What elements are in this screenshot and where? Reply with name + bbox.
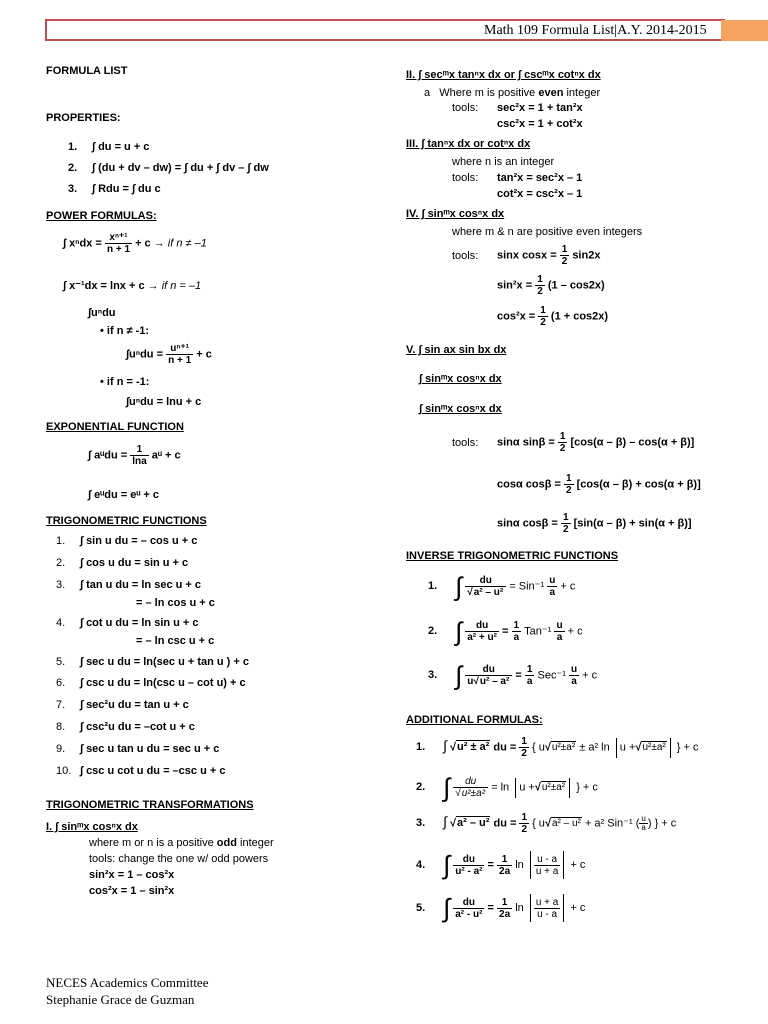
- inverse-f3-k-num: 1: [526, 664, 533, 675]
- additional-f3-end: } + c: [654, 817, 677, 830]
- additional-f5-arg-num: u + a: [535, 896, 559, 908]
- inverse-f2-ua: [554, 620, 564, 643]
- additional-formula-1: 1. ∫ √u² ± a² du = $\frac{1}{2}$ { u√u²±a² ± a² ln u +√u²±a² } + c: [416, 736, 699, 759]
- additional-f5-arg-den: u - a: [537, 908, 558, 920]
- trig-formula-row: [56, 699, 189, 711]
- abs-bar: [670, 738, 671, 758]
- trig-formula-row: [56, 579, 201, 591]
- power-f1-den: n + 1: [106, 244, 131, 255]
- additional-f1-d: u +: [619, 741, 636, 754]
- abs-bar: [515, 778, 516, 798]
- s4-t3-half: [538, 305, 548, 328]
- section-5-tool-2: [497, 473, 701, 496]
- s4-t3-den: 2: [540, 317, 546, 328]
- additional-f4-arg-den: u + a: [535, 865, 559, 877]
- additional-f3-b: a² – u²: [551, 818, 581, 830]
- trig-formula-row: [56, 743, 219, 755]
- abs-bar: [569, 778, 570, 798]
- additional-f1-end: } + c: [676, 741, 699, 754]
- property-3-text: ∫ Rdu = ∫ du c: [92, 183, 161, 195]
- power-bullet-1: • if n ≠ -1:: [100, 325, 150, 337]
- additional-f5-k-den: 2a: [499, 908, 511, 920]
- property-3: [68, 183, 161, 195]
- property-2: [68, 162, 269, 174]
- additional-f3-half-den: 2: [521, 824, 528, 835]
- inverse-f2-eq: =: [502, 625, 509, 638]
- s5-t3-half: [561, 512, 571, 535]
- trig-formula-num: 1.: [56, 535, 66, 547]
- section-2-cond-end: integer: [566, 87, 601, 99]
- trig-formula-num: 3.: [56, 579, 66, 591]
- section-4-tool-2: [497, 274, 605, 297]
- trig-formula-num: 8.: [56, 721, 66, 733]
- transform-1-identity-1: sin²x = 1 – cos²x: [89, 869, 175, 881]
- trig-formula-text: ∫ cot u du = ln sin u + c: [80, 617, 199, 629]
- additional-f3-a-den: a: [641, 823, 646, 832]
- exp-f1-left: ∫ aᵘdu =: [88, 449, 128, 462]
- inverse-f2-k: [512, 620, 522, 643]
- additional-f4-arg: [534, 854, 561, 877]
- trig-formula-row: [56, 677, 246, 689]
- integral-sign: ∫: [455, 571, 463, 602]
- section-2-bullet: a: [424, 87, 431, 99]
- inverse-f3-eq: =: [515, 669, 522, 682]
- additional-f1-mid: du =: [493, 741, 517, 754]
- inverse-f2-a: a: [556, 632, 563, 643]
- section-5-tool-1: [497, 431, 694, 454]
- power-bullet-2-formula: ∫uⁿdu = lnu + c: [126, 396, 202, 408]
- trig-formula-text: = – ln csc u + c: [136, 635, 215, 647]
- s5-t2-half: [564, 473, 574, 496]
- inverse-f2-frac: [465, 620, 499, 643]
- s5-t1-right: [cos(α – β) – cos(α + β)]: [570, 436, 695, 449]
- additional-f5-arg: [534, 897, 561, 920]
- s5-t3-left: sinα cosβ =: [497, 517, 558, 530]
- inverse-f1-sqrt: a² – u²: [473, 587, 504, 598]
- inverse-f1-frac-den: √a² – u²: [467, 587, 504, 598]
- power-bullet-1-formula: [126, 343, 212, 366]
- inverse-f1-result: = Sin⁻¹: [509, 580, 545, 593]
- section-3-tools-label: tools:: [452, 172, 479, 184]
- additional-f5-frac: [453, 897, 484, 920]
- additional-f5-k: [497, 897, 512, 920]
- transform-1-cond-text: where m or n is a positive: [89, 837, 214, 849]
- s5-t1-den: 2: [559, 443, 566, 454]
- trig-formula-text: ∫ tan u du = ln sec u + c: [80, 579, 201, 591]
- inverse-f3-frac-den: u√u² – a²: [467, 676, 510, 687]
- s4-t3-num: 1: [540, 305, 546, 316]
- section-5-sub-2: ∫ sinᵐx cosⁿx dx: [419, 403, 502, 415]
- inverse-formula-1: [428, 571, 576, 602]
- trig-formula-text: ∫ csc u cot u du = –csc u + c: [80, 765, 226, 777]
- abs-bar: [563, 894, 564, 922]
- transform-1-tools: tools: change the one w/ odd powers: [89, 853, 269, 865]
- integral-sign: ∫: [455, 616, 463, 647]
- s5-t1-num: 1: [559, 431, 566, 442]
- additional-f3-u: u: [641, 814, 646, 823]
- integral-sign: ∫: [443, 893, 451, 923]
- trig-transformations-heading: TRIGONOMETRIC TRANSFORMATIONS: [46, 799, 254, 811]
- additional-formula-2: 2. ∫ $\frac{du}{\text{√u²±a²}}$ = ln u +√u²±a² } + c: [416, 772, 598, 803]
- trig-formula-text: ∫ sec u du = ln(sec u + tan u ) + c: [80, 656, 249, 668]
- transform-1-condition: [89, 837, 274, 849]
- page-header-title: Math 109 Formula List|A.Y. 2014-2015: [484, 23, 707, 38]
- additional-f5-num: 5.: [416, 901, 426, 914]
- section-5-sub-1: ∫ sinᵐx cosⁿx dx: [419, 373, 502, 385]
- trig-formula-num: 9.: [56, 743, 66, 755]
- footer-author: Stephanie Grace de Guzman: [46, 992, 195, 1007]
- additional-f1-half-den: 2: [521, 748, 527, 759]
- trig-formula-text: = – ln cos u + c: [136, 597, 215, 609]
- s5-t3-right: [sin(α – β) + sin(α + β)]: [573, 517, 692, 530]
- additional-f5-end: + c: [570, 901, 586, 914]
- additional-f1-a: { u: [531, 741, 545, 754]
- additional-f2-frac-den: √u²±a²: [455, 788, 486, 799]
- section-4-tools-label: tools:: [452, 250, 479, 262]
- s5-t1-half: [558, 431, 568, 454]
- power-bullet-1-label: if n ≠ -1:: [106, 325, 150, 337]
- additional-f4-k-num: 1: [497, 854, 512, 866]
- additional-f1-half: [519, 736, 529, 759]
- header-tab: [721, 20, 768, 41]
- exp-f1-den: lna: [132, 456, 147, 467]
- inverse-formula-2: [428, 616, 583, 647]
- abs-bar: [616, 738, 617, 758]
- inverse-f3-k: [525, 664, 535, 687]
- inverse-f1-num: 1.: [428, 580, 438, 593]
- inverse-f2-u: u: [556, 620, 563, 631]
- section-4-tool-1: [497, 244, 600, 267]
- power-f1-right: + c: [135, 237, 151, 250]
- transform-1-cond-bold: odd: [216, 837, 237, 849]
- additional-f4-end: + c: [570, 858, 586, 871]
- section-2-tool-1: sec²x = 1 + tan²x: [497, 102, 583, 114]
- section-5-heading: V. ∫ sin ax sin bx dx: [406, 344, 507, 356]
- section-2-heading: II. ∫ secᵐx tanⁿx dx or ∫ cscᵐx cotⁿx dx: [406, 69, 601, 81]
- trig-formula-row: [56, 721, 195, 733]
- additional-f2-eq: = ln: [491, 781, 510, 794]
- property-3-num: 3.: [68, 183, 78, 195]
- additional-f4-arg-num: u - a: [534, 854, 561, 866]
- section-2-tool-2: csc²x = 1 + cot²x: [497, 118, 583, 130]
- s4-t3-right: (1 + cos2x): [550, 310, 609, 323]
- trig-formula-num: 7.: [56, 699, 66, 711]
- inverse-f2-k-num: 1: [513, 620, 520, 631]
- section-3-condition: where n is an integer: [452, 156, 555, 168]
- additional-f3-ua: [639, 815, 647, 832]
- exponential-formula-1: [88, 444, 181, 467]
- additional-f3-half: [519, 812, 529, 835]
- section-5-tools-label: tools:: [452, 437, 479, 449]
- additional-f1-e: u²±a²: [642, 742, 666, 754]
- trig-formula-text: ∫ sec²u du = tan u + c: [80, 699, 189, 711]
- trig-formula-num: 5.: [56, 656, 66, 668]
- trig-formula-text: ∫ cos u du = sin u + c: [80, 557, 189, 569]
- property-2-num: 2.: [68, 162, 78, 174]
- s5-t3-den: 2: [562, 524, 569, 535]
- s4-t2-right: (1 – cos2x): [547, 279, 605, 292]
- integral-sign: ∫: [455, 660, 463, 691]
- section-2-condition: [424, 87, 600, 99]
- exp-f1-fraction: [130, 444, 148, 467]
- section-2-cond-text: Where m is positive: [439, 87, 536, 99]
- additional-f3-a: { u: [532, 817, 545, 830]
- trig-formula-row: [56, 617, 199, 629]
- additional-f2-num: 2.: [416, 781, 426, 794]
- s4-t2-num: 1: [537, 274, 543, 285]
- inverse-f1-end: + c: [560, 580, 576, 593]
- power-f1-fraction: [105, 232, 132, 255]
- inverse-f2-frac-den: a² + u²: [467, 632, 497, 643]
- additional-formula-4: 4. ∫ $\frac{du}{\text{u² - a²}}$ = $\frac{1}{2a}$ ln $\frac{u - a}{u + a}$ + c: [416, 850, 586, 880]
- inverse-f3-ua: [569, 664, 579, 687]
- additional-f4-k-den: 2a: [499, 865, 511, 877]
- trig-formula-text: ∫ csc²u du = –cot u + c: [80, 721, 195, 733]
- exponential-heading: EXPONENTIAL FUNCTION: [46, 421, 184, 433]
- trig-functions-heading: TRIGONOMETRIC FUNCTIONS: [46, 515, 207, 527]
- additional-f1-c: ± a² ln: [579, 741, 610, 754]
- s4-t1-left: sinx cosx =: [497, 249, 557, 262]
- integral-sign: ∫: [443, 850, 451, 880]
- property-1-num: 1.: [68, 141, 78, 153]
- power-f2-text: ∫ x⁻¹dx = lnx + c: [63, 280, 145, 292]
- s4-t2-left: sin²x =: [497, 279, 533, 292]
- additional-f4-frac: [453, 854, 484, 877]
- section-3-tool-1: tan²x = sec²x – 1: [497, 172, 583, 184]
- additional-f2-b: u²±a²: [541, 782, 566, 794]
- s5-t2-den: 2: [565, 485, 572, 496]
- power-formula-1: [63, 232, 207, 255]
- power-bullet-2-label: if n = -1:: [106, 376, 150, 388]
- s4-t1-right: sin2x: [572, 249, 601, 262]
- additional-f1-b: u²±a²: [551, 742, 576, 754]
- additional-f3-sqrt: a² – u²: [457, 817, 490, 830]
- section-5-tool-3: [497, 512, 692, 535]
- inverse-f3-sqrt: u² – a²: [479, 676, 510, 687]
- power-f2-condition: → if n = –1: [147, 280, 202, 292]
- additional-f1-sqrt: u² ± a²: [457, 741, 490, 754]
- section-2-cond-bold: even: [538, 87, 564, 99]
- integral-sign: ∫: [443, 772, 451, 803]
- trig-formula-num: 2.: [56, 557, 66, 569]
- inverse-f3-a: a: [571, 676, 577, 687]
- power-formula-2: [63, 279, 201, 292]
- section-2-tools-label: tools:: [452, 102, 479, 114]
- inverse-f2-end: + c: [567, 625, 583, 638]
- additional-formula-5: 5. ∫ $\frac{du}{\text{a² - u²}}$ = $\frac{1}{2a}$ ln $\frac{u + a}{u - a}$ + c: [416, 893, 586, 923]
- additional-f2-a: u +: [519, 781, 535, 794]
- additional-f5-frac-den: a² - u²: [455, 908, 483, 920]
- trig-transform-1-heading: I. ∫ sinᵐx cosⁿx dx: [46, 821, 138, 833]
- power-formulas-heading: POWER FORMULAS:: [46, 210, 157, 222]
- power-b1-left: ∫uⁿdu =: [126, 348, 164, 361]
- inverse-trig-heading: INVERSE TRIGONOMETRIC FUNCTIONS: [406, 550, 619, 562]
- section-4-heading: IV. ∫ sinᵐx cosⁿx dx: [406, 208, 505, 220]
- additional-f3-c: + a² Sin⁻¹: [584, 817, 633, 830]
- inverse-f3-u: u: [571, 664, 578, 675]
- additional-f4-ln: ln: [515, 858, 524, 871]
- formula-list-title: FORMULA LIST: [46, 65, 128, 77]
- s4-t2-half: [535, 274, 545, 297]
- s5-t2-left: cosα cosβ =: [497, 478, 561, 491]
- exp-f1-num: 1: [130, 444, 148, 456]
- power-b1-right: + c: [196, 348, 212, 361]
- transform-1-identity-2: cos²x = 1 – sin²x: [89, 885, 175, 897]
- transform-1-cond-end: integer: [240, 837, 274, 849]
- section-4-tool-3: [497, 305, 608, 328]
- additional-f3-mid: du =: [493, 817, 517, 830]
- exp-f1-right: aᵘ + c: [151, 449, 181, 462]
- s5-t3-num: 1: [562, 512, 569, 523]
- inverse-f3-frac-num: du: [465, 664, 512, 676]
- abs-bar: [530, 894, 531, 922]
- inverse-f3-frac: [465, 664, 512, 687]
- property-1-text: ∫ du = u + c: [92, 141, 150, 153]
- power-f1-num: xⁿ⁺¹: [105, 232, 132, 244]
- additional-f1-half-num: 1: [521, 736, 527, 747]
- additional-heading: ADDITIONAL FORMULAS:: [406, 714, 543, 726]
- additional-f1-num: 1.: [416, 741, 426, 754]
- trig-formula-num: 10.: [56, 765, 72, 777]
- inverse-f3-num: 3.: [428, 669, 438, 682]
- additional-f5-ln: ln: [515, 901, 524, 914]
- s4-t2-den: 2: [537, 286, 543, 297]
- additional-f4-k: [497, 854, 512, 877]
- power-f1-condition: → if n ≠ –1: [153, 237, 207, 250]
- trig-formula-num: 6.: [56, 677, 66, 689]
- trig-formula-text: ∫ sec u tan u du = sec u + c: [80, 743, 220, 755]
- inverse-f3-end: + c: [582, 669, 598, 682]
- inverse-f3-den-u: u: [467, 676, 474, 687]
- additional-f5-frac-num: du: [453, 897, 484, 909]
- inverse-formula-3: [428, 660, 598, 691]
- s4-t1-den: 2: [561, 256, 568, 267]
- power-b1-fraction: [166, 343, 193, 366]
- trig-formula-text: ∫ sin u du = – cos u + c: [80, 535, 198, 547]
- inverse-f2-k-den: a: [513, 632, 520, 643]
- additional-f4-frac-num: du: [453, 854, 484, 866]
- power-f1-left: ∫ xⁿdx =: [63, 237, 102, 250]
- trig-formula-row: [56, 535, 197, 547]
- trig-formula-num: 4.: [56, 617, 66, 629]
- inverse-f3-k-den: a: [526, 676, 533, 687]
- additional-f1-int: ∫: [443, 737, 447, 754]
- section-4-condition: where m & n are positive even integers: [452, 226, 643, 238]
- inverse-f1-frac: [465, 575, 506, 598]
- section-3-tool-2: cot²x = csc²x – 1: [497, 188, 583, 200]
- additional-f2-sqrt: u²±a²: [461, 788, 486, 799]
- s5-t1-left: sinα sinβ =: [497, 436, 555, 449]
- additional-f4-num: 4.: [416, 858, 426, 871]
- footer-committee: NECES Academics Committee: [46, 975, 209, 990]
- section-3-heading: III. ∫ tanⁿx dx or cotⁿx dx: [406, 138, 531, 150]
- additional-f3-half-num: 1: [521, 812, 528, 823]
- inverse-f1-a: a: [549, 587, 556, 598]
- abs-bar: [530, 851, 531, 879]
- exponential-formula-2: ∫ eᵘdu = eᵘ + c: [88, 489, 160, 501]
- s4-t3-left: cos²x =: [497, 310, 536, 323]
- additional-f3-num: 3.: [416, 817, 426, 830]
- additional-f2-frac: [453, 776, 488, 799]
- trig-formula-row: [56, 635, 214, 647]
- inverse-f2-result: Tan⁻¹: [524, 625, 552, 638]
- s4-t1-half: [560, 244, 570, 267]
- inverse-f1-u: u: [549, 575, 556, 586]
- s5-t2-num: 1: [565, 473, 572, 484]
- inverse-f2-frac-num: du: [465, 620, 499, 632]
- inverse-f3-result: Sec⁻¹: [537, 669, 566, 682]
- properties-heading: PROPERTIES:: [46, 112, 121, 124]
- trig-formula-row: [56, 656, 249, 668]
- additional-f2-end: } + c: [576, 781, 598, 794]
- additional-formula-3: 3. ∫ √a² – u² du = $\frac{1}{2}$ { u√a² – u² + a² Sin⁻¹ ( $\frac{u}{a}$ ) } + c: [416, 812, 677, 835]
- power-formula-3: ∫uⁿdu: [88, 307, 116, 319]
- additional-f2-frac-num: du: [453, 776, 488, 788]
- trig-formula-row: [56, 557, 188, 569]
- trig-formula-text: ∫ csc u du = ln(csc u – cot u) + c: [80, 677, 246, 689]
- trig-formula-row: [56, 597, 215, 609]
- trig-formula-row: [56, 765, 225, 777]
- inverse-f1-frac-num: du: [465, 575, 506, 587]
- additional-f5-k-num: 1: [497, 897, 512, 909]
- additional-f3-int: ∫: [443, 813, 447, 830]
- abs-bar: [563, 851, 564, 879]
- inverse-f2-num: 2.: [428, 625, 438, 638]
- property-2-text: ∫ (du + dv – dw) = ∫ du + ∫ dv – ∫ dw: [92, 162, 269, 174]
- property-1: [68, 141, 149, 153]
- power-bullet-2: • if n = -1:: [100, 376, 150, 388]
- inverse-f1-ua: [547, 575, 557, 598]
- power-b1-num: uⁿ⁺¹: [166, 343, 193, 355]
- additional-f4-frac-den: u² - a²: [455, 865, 483, 877]
- power-b1-den: n + 1: [168, 355, 192, 366]
- s4-t1-num: 1: [561, 244, 568, 255]
- s5-t2-right: [cos(α – β) + cos(α + β)]: [576, 478, 701, 491]
